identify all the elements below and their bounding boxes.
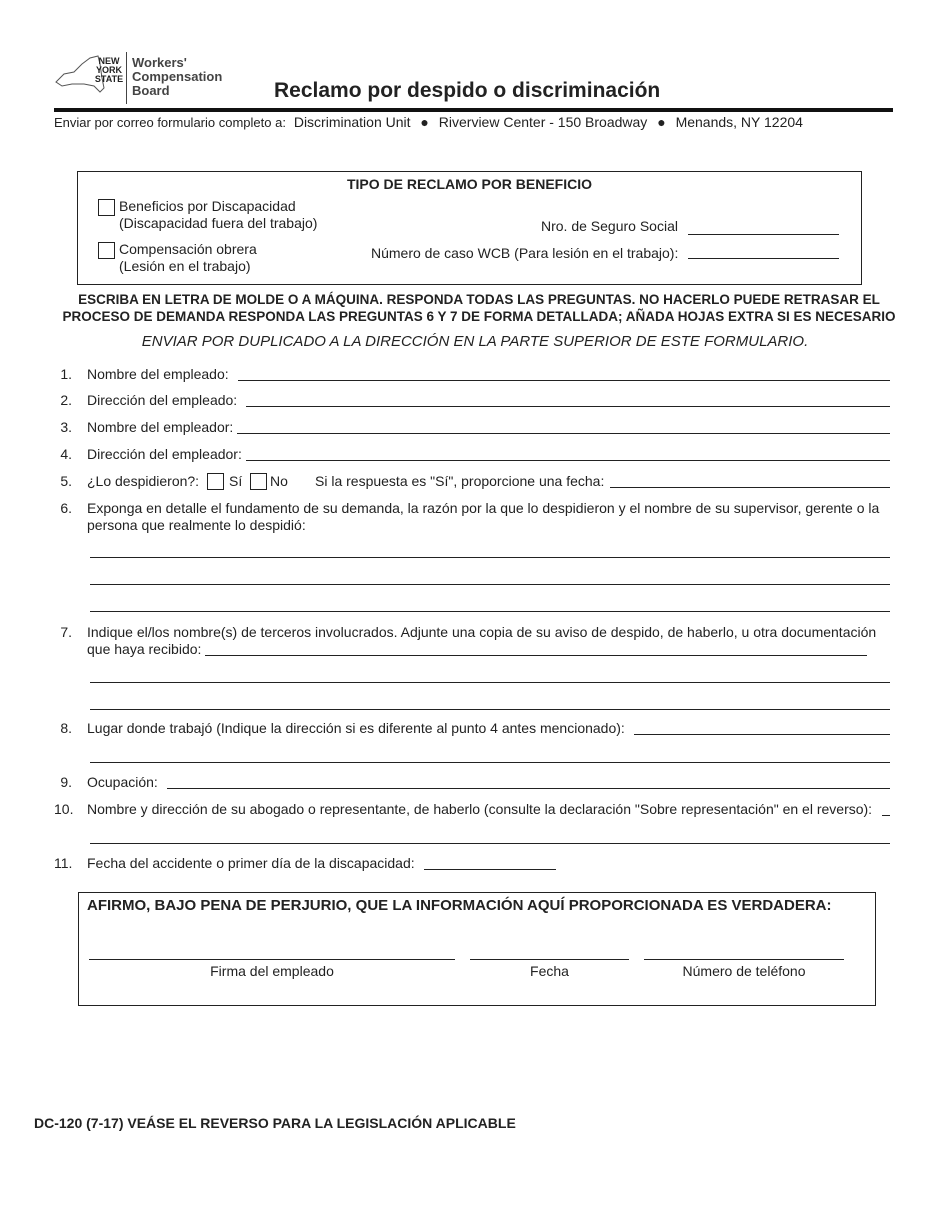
form-title: Reclamo por despido o discriminación	[274, 79, 661, 102]
logo-divider	[126, 52, 127, 104]
workers-comp-checkbox[interactable]	[98, 242, 115, 259]
q8-number: 8.	[60, 720, 72, 736]
q3-label: Nombre del empleador:	[87, 419, 234, 435]
ssn-label: Nro. de Seguro Social	[541, 218, 678, 234]
q7-label: Indique el/los nombre(s) de terceros involucrados. Adjunte una copia de su aviso de despido, de haberlo, u otra documentación que haya recibido:	[87, 624, 877, 657]
signature-field[interactable]	[89, 959, 455, 960]
q8-label: Lugar donde trabajó (Indique la dirección si es diferente al punto 4 antes mencionado):	[87, 720, 625, 736]
occupation-field[interactable]	[167, 788, 890, 789]
q3-number: 3.	[60, 419, 72, 435]
wcb-case-label: Número de caso WCB (Para lesión en el trabajo):	[371, 245, 679, 261]
q7-answer-line-1[interactable]	[90, 682, 890, 683]
workers-comp-label: Compensación obrera (Lesión en el trabajo)	[119, 241, 257, 274]
claim-type-title: TIPO DE RECLAMO POR BENEFICIO	[346, 176, 592, 192]
q6-answer-line-2[interactable]	[90, 584, 890, 585]
q11-label: Fecha del accidente o primer día de la discapacidad:	[87, 855, 415, 871]
attorney-field[interactable]	[882, 815, 890, 816]
q7-answer-line-2[interactable]	[90, 709, 890, 710]
q2-label: Dirección del empleado:	[87, 392, 238, 408]
q6-answer-line-3[interactable]	[90, 611, 890, 612]
header-rule	[54, 108, 893, 112]
fired-yes-checkbox[interactable]	[207, 473, 224, 490]
work-location-field[interactable]	[634, 734, 890, 735]
phone-field[interactable]	[644, 959, 844, 960]
q11-number: 11.	[54, 855, 73, 871]
disability-benefits-checkbox[interactable]	[98, 199, 115, 216]
third-parties-field[interactable]	[205, 655, 867, 656]
ssn-field[interactable]	[688, 234, 839, 235]
q5-number: 5.	[60, 473, 72, 489]
q6-number: 6.	[60, 500, 72, 516]
q1-label: Nombre del empleado:	[87, 366, 229, 382]
instructions-notice: ESCRIBA EN LETRA DE MOLDE O A MÁQUINA. RESPONDA TODAS LAS PREGUNTAS. NO HACERLO PUEDE RETRASAR EL PROCESO DE DEMANDA RESPONDA LAS PREGUNTAS 6 Y 7 DE FORMA DETALLADA; AÑADA HOJAS EXTRA SI ES NECESARIO	[62, 292, 896, 324]
fired-no-label: No	[270, 473, 288, 489]
employer-address-field[interactable]	[246, 460, 890, 461]
q2-number: 2.	[60, 392, 72, 408]
agency-name: Workers' Compensation Board	[132, 55, 223, 98]
attorney-line-2[interactable]	[90, 843, 890, 844]
employer-name-field[interactable]	[237, 433, 890, 434]
affirmation-title: AFIRMO, BAJO PENA DE PERJURIO, QUE LA INFORMACIÓN AQUÍ PROPORCIONADA ES VERDADERA:	[87, 897, 832, 914]
work-location-line-2[interactable]	[90, 762, 890, 763]
q1-number: 1.	[60, 366, 72, 382]
wcb-case-field[interactable]	[688, 258, 839, 259]
q5-label: ¿Lo despidieron?:	[87, 473, 200, 489]
logo-state-text: NEW YORK STATE	[94, 56, 124, 84]
q7-number: 7.	[60, 624, 72, 640]
fired-no-checkbox[interactable]	[250, 473, 267, 490]
signature-date-field[interactable]	[470, 959, 629, 960]
date-label: Fecha	[530, 963, 569, 979]
q6-answer-line-1[interactable]	[90, 557, 890, 558]
q9-number: 9.	[60, 774, 72, 790]
q10-number: 10.	[54, 801, 74, 817]
duplicate-notice: ENVIAR POR DUPLICADO A LA DIRECCIÓN EN LA PARTE SUPERIOR DE ESTE FORMULARIO.	[141, 333, 809, 350]
fired-date-label: Si la respuesta es "Sí", proporcione una fecha:	[315, 473, 605, 489]
signature-label: Firma del empleado	[210, 963, 334, 979]
mailing-address: Enviar por correo formulario completo a: Discrimination Unit ● Riverview Center - 150 Broadway ● Menands, NY 12204	[54, 114, 803, 130]
accident-date-field[interactable]	[424, 869, 556, 870]
q9-label: Ocupación:	[87, 774, 158, 790]
fired-yes-label: Sí	[229, 473, 243, 489]
disability-benefits-label: Beneficios por Discapacidad (Discapacidad fuera del trabajo)	[119, 198, 318, 231]
employee-name-field[interactable]	[238, 380, 890, 381]
phone-label: Número de teléfono	[682, 963, 806, 979]
employee-address-field[interactable]	[246, 406, 890, 407]
q6-label: Exponga en detalle el fundamento de su demanda, la razón por la que lo despidieron y el nombre de su supervisor, gerente o la persona que realmente lo despidió:	[87, 500, 880, 533]
q4-number: 4.	[60, 446, 72, 462]
q10-label: Nombre y dirección de su abogado o representante, de haberlo (consulte la declaración "Sobre representación" en el reverso):	[87, 801, 873, 817]
q4-label: Dirección del empleador:	[87, 446, 242, 462]
form-footer: DC-120 (7-17) VEÁSE EL REVERSO PARA LA LEGISLACIÓN APLICABLE	[34, 1115, 516, 1131]
fired-date-field[interactable]	[610, 487, 890, 488]
